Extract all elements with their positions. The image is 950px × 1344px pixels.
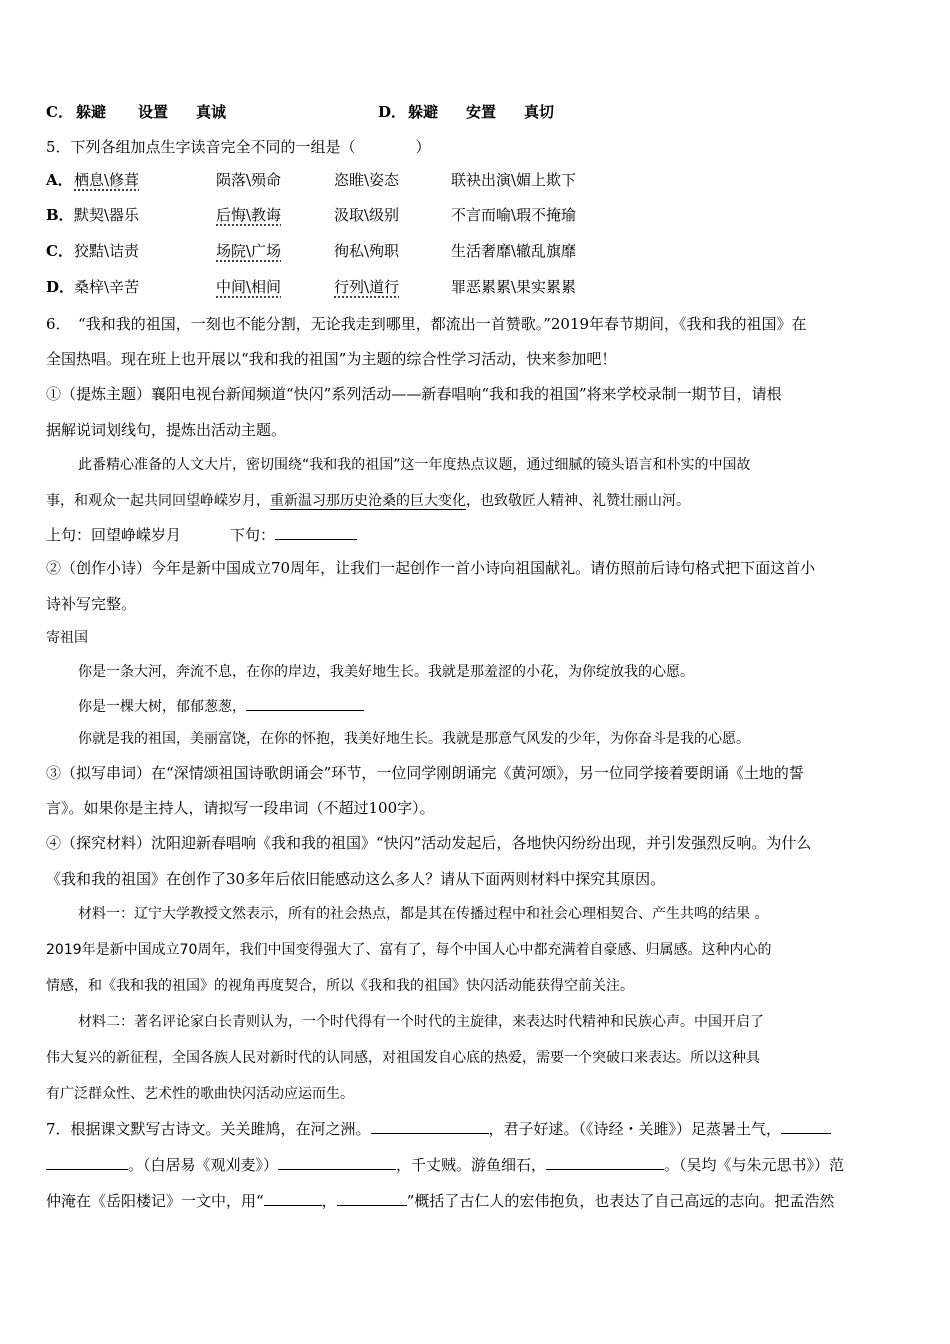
- material2-line: 伟大复兴的新征程，全国各族人民对新时代的认同感，对祖国发自心底的热爱，需要一个突破口来表达。所以这种具: [46, 1050, 760, 1066]
- poem-title: 寄祖国: [46, 630, 88, 646]
- q7-text: ，君子好逑。（《诗经・关雎》）足蒸暑土气，: [488, 1120, 782, 1138]
- q7-text: ，: [321, 1192, 337, 1210]
- q5-option-item: 徇私\殉职: [334, 242, 400, 260]
- q5-option-letter: A．: [46, 171, 73, 189]
- q7-text: 仲淹在《岳阳楼记》一文中，用“: [46, 1192, 264, 1210]
- q7-text: 。（白居易《观刈麦》）: [128, 1156, 279, 1174]
- poem-line: 你就是我的祖国，美丽富饶，在你的怀抱，我美好地生长。我就是那意气风发的少年，为你奋斗是我的心愿。: [78, 731, 750, 747]
- narration-text: ，也致敬匠人精神、礼赞壮丽山河。: [466, 493, 690, 509]
- q7-blank[interactable]: [781, 1119, 831, 1134]
- couplet-upper: 上句：回望峥嵘岁月: [46, 526, 182, 544]
- q5-item-text: 行列\道行: [334, 278, 400, 296]
- q4-option-d-letter: D．: [378, 103, 407, 121]
- q5-item-text: 场院\广场: [216, 242, 282, 260]
- q6-narration-line: 此番精心准备的人文大片，密切围绕“我和我的祖国”这一年度热点议题，通过细腻的镜头语言和朴实的中国故: [78, 457, 751, 473]
- q7-blank[interactable]: [337, 1191, 407, 1206]
- q6-part4-line: ④（探究材料）沈阳迎新春唱响《我和我的祖国》“快闪”活动发起后，各地快闪纷纷出现，并引发强烈反响。为什么: [46, 834, 812, 852]
- material2-line: 有广泛群众性、艺术性的歌曲快闪活动应运而生。: [46, 1086, 354, 1102]
- q5-option-letter: B．: [46, 206, 74, 224]
- underlined-sentence: 重新温习那历史沧桑的巨大变化: [270, 493, 466, 509]
- q4-options-row: [46, 102, 554, 122]
- q7-blank[interactable]: [264, 1191, 322, 1206]
- q4-option-d-word: 真切: [524, 103, 555, 121]
- couplet-row: [46, 525, 357, 545]
- poem-line: 你是一条大河，奔流不息，在你的岸边，我美好地生长。我就是那羞涩的小花，为你绽放我的心愿。: [78, 664, 694, 680]
- material1-line: 2019年是新中国成立70周年，我们中国变得强大了、富有了，每个中国人心中都充满着自豪感、归属感。这种内心的: [46, 942, 772, 958]
- narration-text: 事，和观众一起共同回望峥嵘岁月，: [46, 493, 270, 509]
- q5-option-item: 狡黠\诘责: [74, 242, 140, 260]
- q5-option-row: [46, 277, 576, 297]
- q4-option-c-word: 真诚: [196, 103, 227, 121]
- material1-line: 材料一：辽宁大学教授文然表示，所有的社会热点，都是其在传播过程中和社会心理相契合、产生共鸣的结果 。: [78, 906, 769, 922]
- q5-option-item: 陨落\殒命: [216, 171, 282, 189]
- q6-intro-line: 6． “我和我的祖国，一刻也不能分割，无论我走到哪里，都流出一首赞歌。”2019年春节期间，《我和我的祖国》在: [46, 315, 807, 333]
- q7-blank[interactable]: [46, 1155, 128, 1170]
- q6-part2-line: ②（创作小诗）今年是新中国成立70周年，让我们一起创作一首小诗向祖国献礼。请仿照前后诗句格式把下面这首小: [46, 559, 816, 577]
- q7-line: [46, 1191, 834, 1211]
- q5-option-item: [216, 205, 334, 225]
- q6-part4-line: 《我和我的祖国》在创作了30多年后依旧能感动这么多人？请从下面两则材料中探究其原因。: [46, 870, 666, 888]
- q5-option-item: 默契\器乐: [74, 206, 140, 224]
- q7-blank[interactable]: [371, 1119, 489, 1134]
- q5-option-item: [216, 277, 334, 297]
- q7-text: 7．根据课文默写古诗文。关关雎鸠，在河之洲。: [46, 1120, 371, 1138]
- q4-option-d-word: 安置: [466, 103, 497, 121]
- couplet-lower-blank[interactable]: [275, 525, 357, 540]
- q5-option-item: [334, 277, 451, 297]
- q4-option-c-word: 设置: [138, 103, 169, 121]
- q6-part3-line: ③（拟写串词）在“深情颂祖国诗歌朗诵会”环节，一位同学刚朗诵完《黄河颂》，另一位同学接着要朗诵《土地的誓: [46, 764, 804, 782]
- q7-blank[interactable]: [546, 1155, 664, 1170]
- poem-answer-blank[interactable]: [246, 696, 364, 711]
- q5-item-text: 后悔\教诲: [216, 206, 282, 224]
- q7-text: 。（吴均《与朱元思书》）范: [664, 1156, 845, 1174]
- q5-item-text: 栖息\修葺: [74, 171, 140, 189]
- q5-option-item: 桑梓\辛苦: [74, 278, 140, 296]
- q7-line: [46, 1155, 844, 1175]
- q5-stem: 5．下列各组加点生字读音完全不同的一组是（ ）: [46, 138, 431, 156]
- q5-option-item: 生活奢靡\辙乱旗靡: [451, 242, 577, 260]
- q5-option-row: [46, 205, 576, 225]
- q6-narration-line: [46, 491, 690, 511]
- q5-option-item: 不言而喻\瑕不掩瑜: [451, 206, 577, 224]
- q7-blank[interactable]: [278, 1155, 396, 1170]
- q5-option-letter: D．: [46, 278, 75, 296]
- q6-part3-line: 言》。如果你是主持人，请拟写一段串词（不超过100字）。: [46, 799, 435, 817]
- q6-intro-line: 全国热唱。现在班上也开展以“我和我的祖国”为主题的综合性学习活动，快来参加吧！: [46, 350, 617, 368]
- q5-option-item: [74, 170, 216, 190]
- poem-line: [78, 696, 364, 717]
- q5-option-row: [46, 170, 576, 190]
- material2-line: 材料二：著名评论家白长青则认为，一个时代得有一个时代的主旋律，来表达时代精神和民族心声。中国开启了: [78, 1014, 764, 1030]
- poem-line-text: 你是一棵大树，郁郁葱葱，: [78, 699, 246, 715]
- q5-option-item: 汲取\级别: [334, 206, 400, 224]
- q7-text: ，千丈贼。游鱼细石，: [396, 1156, 547, 1174]
- q5-item-text: 中间\相间: [216, 278, 282, 296]
- q6-part2-line: 诗补写完整。: [46, 595, 137, 613]
- q7-line: [46, 1119, 831, 1139]
- q6-part1-line: ①（提炼主题）襄阳电视台新闻频道“快闪”系列活动——新春唱响“我和我的祖国”将来学校录制一期节目，请根: [46, 385, 782, 403]
- material1-line: 情感，和《我和我的祖国》的视角再度契合，所以《我和我的祖国》快闪活动能获得空前关注。: [46, 978, 634, 994]
- q4-option-d-word: 躲避: [408, 103, 439, 121]
- q4-option-c-word: 躲避: [76, 103, 107, 121]
- q5-option-item: 恣睢\姿态: [334, 171, 400, 189]
- q5-option-row: [46, 241, 576, 261]
- q6-part1-line: 据解说词划线句，提炼出活动主题。: [46, 421, 287, 439]
- q4-option-c-letter: C．: [46, 103, 73, 121]
- q5-option-item: 罪恶累累\果实累累: [451, 278, 577, 296]
- q5-option-item: [216, 241, 334, 261]
- couplet-lower-label: 下句：: [230, 526, 276, 544]
- q7-text: ”概括了古仁人的宏伟抱负，也表达了自己高远的志向。把孟浩然: [406, 1192, 835, 1210]
- q5-option-item: 联袂出演\媚上欺下: [451, 171, 577, 189]
- q5-option-letter: C．: [46, 242, 73, 260]
